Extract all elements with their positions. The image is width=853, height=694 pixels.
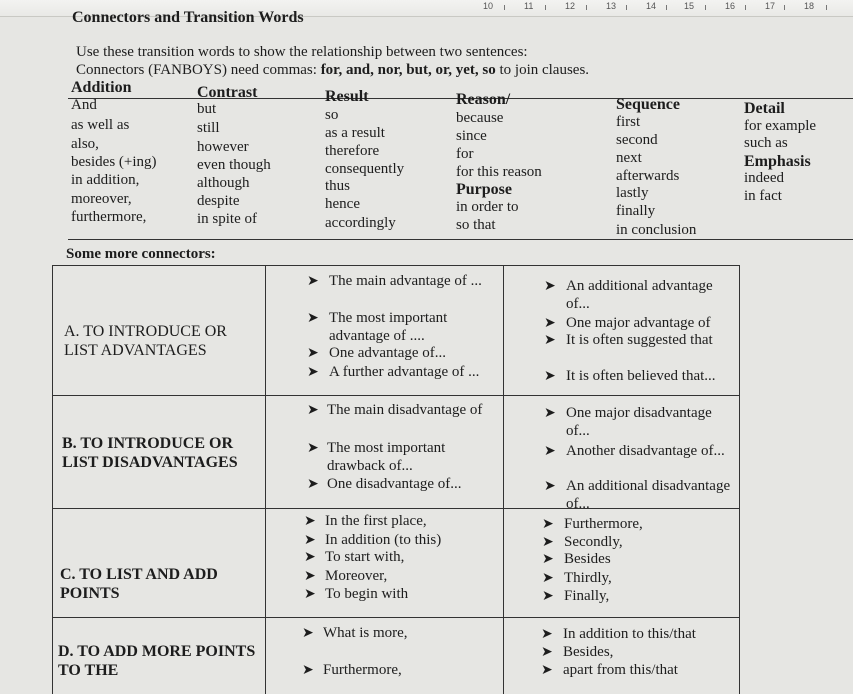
top-table-border bbox=[68, 239, 853, 240]
bullet-arrow-icon: ➤ bbox=[542, 535, 554, 550]
ruler-number: 11 bbox=[524, 1, 534, 11]
result-item: therefore bbox=[325, 143, 380, 159]
reason-item: because bbox=[456, 110, 504, 126]
header-contrast: Contrast bbox=[197, 84, 258, 101]
bullet-arrow-icon: ➤ bbox=[307, 346, 319, 361]
connector-item: An additional advantage of... bbox=[566, 278, 713, 312]
bullet-arrow-icon: ➤ bbox=[307, 311, 319, 326]
bullet-arrow-icon: ➤ bbox=[304, 587, 316, 602]
result-item: thus bbox=[325, 178, 351, 194]
addition-item: as well as bbox=[71, 117, 130, 133]
connector-item: Furthermore, bbox=[564, 516, 643, 532]
addition-item: in addition, bbox=[71, 172, 140, 188]
bullet-arrow-icon: ➤ bbox=[542, 552, 554, 567]
ruler-number: 13 bbox=[606, 1, 617, 11]
connector-item: A further advantage of ... bbox=[329, 364, 480, 380]
result-item: hence bbox=[325, 196, 360, 212]
result-item: consequently bbox=[325, 161, 405, 177]
connector-item: What is more, bbox=[323, 625, 408, 641]
sequence-item: second bbox=[616, 132, 658, 148]
contrast-item: but bbox=[197, 101, 217, 117]
ruler-number: 16 bbox=[725, 1, 736, 11]
bullet-arrow-icon: ➤ bbox=[304, 550, 316, 565]
sequence-item: afterwards bbox=[616, 168, 680, 184]
header-purpose: Purpose bbox=[456, 181, 512, 198]
sequence-item: finally bbox=[616, 203, 656, 219]
header-sequence: Sequence bbox=[616, 96, 680, 113]
bullet-arrow-icon: ➤ bbox=[542, 517, 554, 532]
connector-item: One major advantage of bbox=[566, 315, 711, 331]
bullet-arrow-icon: ➤ bbox=[544, 316, 556, 331]
table-border bbox=[52, 265, 740, 266]
result-item: accordingly bbox=[325, 215, 396, 231]
connector-item: It is often believed that... bbox=[566, 368, 716, 384]
table-border bbox=[503, 265, 504, 694]
bullet-arrow-icon: ➤ bbox=[544, 444, 556, 459]
connector-item: The main advantage of ... bbox=[329, 273, 482, 289]
ruler-number: 18 bbox=[804, 1, 815, 11]
fanboys-words: for, and, nor, but, or, yet, so bbox=[320, 62, 496, 78]
emphasis-item: in fact bbox=[744, 188, 782, 204]
result-item: so bbox=[325, 107, 339, 123]
connector-item: An additional disadvantage of... bbox=[566, 478, 731, 512]
connector-item: Another disadvantage of... bbox=[566, 443, 725, 459]
connector-item: In the first place, bbox=[325, 513, 427, 529]
bullet-arrow-icon: ➤ bbox=[302, 626, 314, 641]
connector-item: apart from this/that bbox=[563, 662, 678, 678]
contrast-item: however bbox=[197, 139, 249, 155]
connector-item: Finally, bbox=[564, 588, 610, 604]
section-c-label: C. TO LIST AND ADD POINTS bbox=[60, 566, 218, 602]
intro-text: Use these transition words to show the relationship between two sentences: bbox=[76, 44, 528, 60]
table-border bbox=[52, 265, 53, 694]
addition-item: besides (+ing) bbox=[71, 154, 157, 170]
contrast-item: even though bbox=[197, 157, 271, 173]
connector-item: Secondly, bbox=[564, 534, 623, 550]
reason-item: for this reason bbox=[456, 164, 542, 180]
emphasis-item: indeed bbox=[744, 170, 784, 186]
bullet-arrow-icon: ➤ bbox=[542, 571, 554, 586]
purpose-item: in order to bbox=[456, 199, 519, 215]
connector-item: The main disadvantage of bbox=[327, 402, 483, 418]
header-addition: Addition bbox=[71, 79, 132, 96]
bullet-arrow-icon: ➤ bbox=[544, 333, 556, 348]
connector-item: To start with, bbox=[325, 549, 405, 565]
bullet-arrow-icon: ➤ bbox=[544, 279, 556, 294]
ruler-number: 17 bbox=[765, 1, 776, 11]
connector-item: The most important advantage of .... bbox=[329, 310, 448, 344]
bullet-arrow-icon: ➤ bbox=[307, 274, 319, 289]
connector-item: One disadvantage of... bbox=[327, 476, 462, 492]
bullet-arrow-icon: ➤ bbox=[307, 403, 319, 418]
fanboys-line bbox=[76, 62, 589, 79]
connector-item: One advantage of... bbox=[329, 345, 447, 361]
addition-item: also, bbox=[71, 136, 99, 152]
section-d-label: D. TO ADD MORE POINTS TO THE bbox=[58, 643, 256, 679]
header-result: Result bbox=[325, 88, 369, 105]
sequence-item: lastly bbox=[616, 185, 649, 201]
sequence-item: next bbox=[616, 150, 642, 166]
section-a-label: A. TO INTRODUCE OR LIST ADVANTAGES bbox=[64, 323, 227, 359]
bullet-arrow-icon: ➤ bbox=[307, 477, 319, 492]
bullet-arrow-icon: ➤ bbox=[541, 645, 553, 660]
sequence-item: in conclusion bbox=[616, 222, 697, 238]
section-b-label: B. TO INTRODUCE OR LIST DISADVANTAGES bbox=[62, 435, 238, 471]
ruler-number: 10 bbox=[483, 1, 494, 11]
contrast-item: although bbox=[197, 175, 250, 191]
detail-item: such as bbox=[744, 135, 788, 151]
reason-item: since bbox=[456, 128, 487, 144]
header-detail: Detail bbox=[744, 100, 785, 117]
bullet-arrow-icon: ➤ bbox=[304, 514, 316, 529]
ruler-number: 14 bbox=[646, 1, 657, 11]
connector-item: Besides, bbox=[563, 644, 614, 660]
table-border bbox=[52, 395, 740, 396]
sequence-item: first bbox=[616, 114, 641, 130]
ruler-number: 15 bbox=[684, 1, 695, 11]
contrast-item: in spite of bbox=[197, 211, 257, 227]
bullet-arrow-icon: ➤ bbox=[304, 533, 316, 548]
table-border bbox=[265, 265, 266, 694]
contrast-item: still bbox=[197, 120, 220, 136]
page-title: Connectors and Transition Words bbox=[72, 9, 304, 26]
purpose-item: so that bbox=[456, 217, 496, 233]
header-emphasis: Emphasis bbox=[744, 153, 811, 170]
connector-item: Thirdly, bbox=[564, 570, 612, 586]
bullet-arrow-icon: ➤ bbox=[544, 369, 556, 384]
bullet-arrow-icon: ➤ bbox=[302, 663, 314, 678]
connector-item: In addition to this/that bbox=[563, 626, 696, 642]
reason-item: for bbox=[456, 146, 474, 162]
addition-item: And bbox=[71, 97, 97, 113]
bullet-arrow-icon: ➤ bbox=[542, 589, 554, 604]
result-item: as a result bbox=[325, 125, 385, 141]
bullet-arrow-icon: ➤ bbox=[544, 406, 556, 421]
bullet-arrow-icon: ➤ bbox=[307, 365, 319, 380]
connector-item: One major disadvantage of... bbox=[566, 405, 712, 439]
header-reason: Reason/ bbox=[456, 91, 511, 108]
fanboys-suffix: to join clauses. bbox=[495, 62, 590, 78]
connector-item: Furthermore, bbox=[323, 662, 402, 678]
bullet-arrow-icon: ➤ bbox=[541, 663, 553, 678]
more-connectors-heading: Some more connectors: bbox=[66, 246, 216, 262]
table-border bbox=[52, 617, 740, 618]
fanboys-prefix: Connectors (FANBOYS) need commas: bbox=[76, 62, 321, 78]
connector-item: The most important drawback of... bbox=[327, 440, 446, 474]
connector-item: To begin with bbox=[325, 586, 409, 602]
connector-item: It is often suggested that bbox=[566, 332, 713, 348]
connector-item: Besides bbox=[564, 551, 611, 567]
contrast-item: despite bbox=[197, 193, 240, 209]
connector-item: In addition (to this) bbox=[325, 532, 442, 548]
bullet-arrow-icon: ➤ bbox=[541, 627, 553, 642]
addition-item: furthermore, bbox=[71, 209, 147, 225]
connector-item: Moreover, bbox=[325, 568, 388, 584]
table-border bbox=[739, 265, 740, 694]
detail-item: for example bbox=[744, 118, 817, 134]
ruler-number: 12 bbox=[565, 1, 576, 11]
addition-item: moreover, bbox=[71, 191, 132, 207]
bullet-arrow-icon: ➤ bbox=[304, 569, 316, 584]
bullet-arrow-icon: ➤ bbox=[307, 441, 319, 456]
bullet-arrow-icon: ➤ bbox=[544, 479, 556, 494]
